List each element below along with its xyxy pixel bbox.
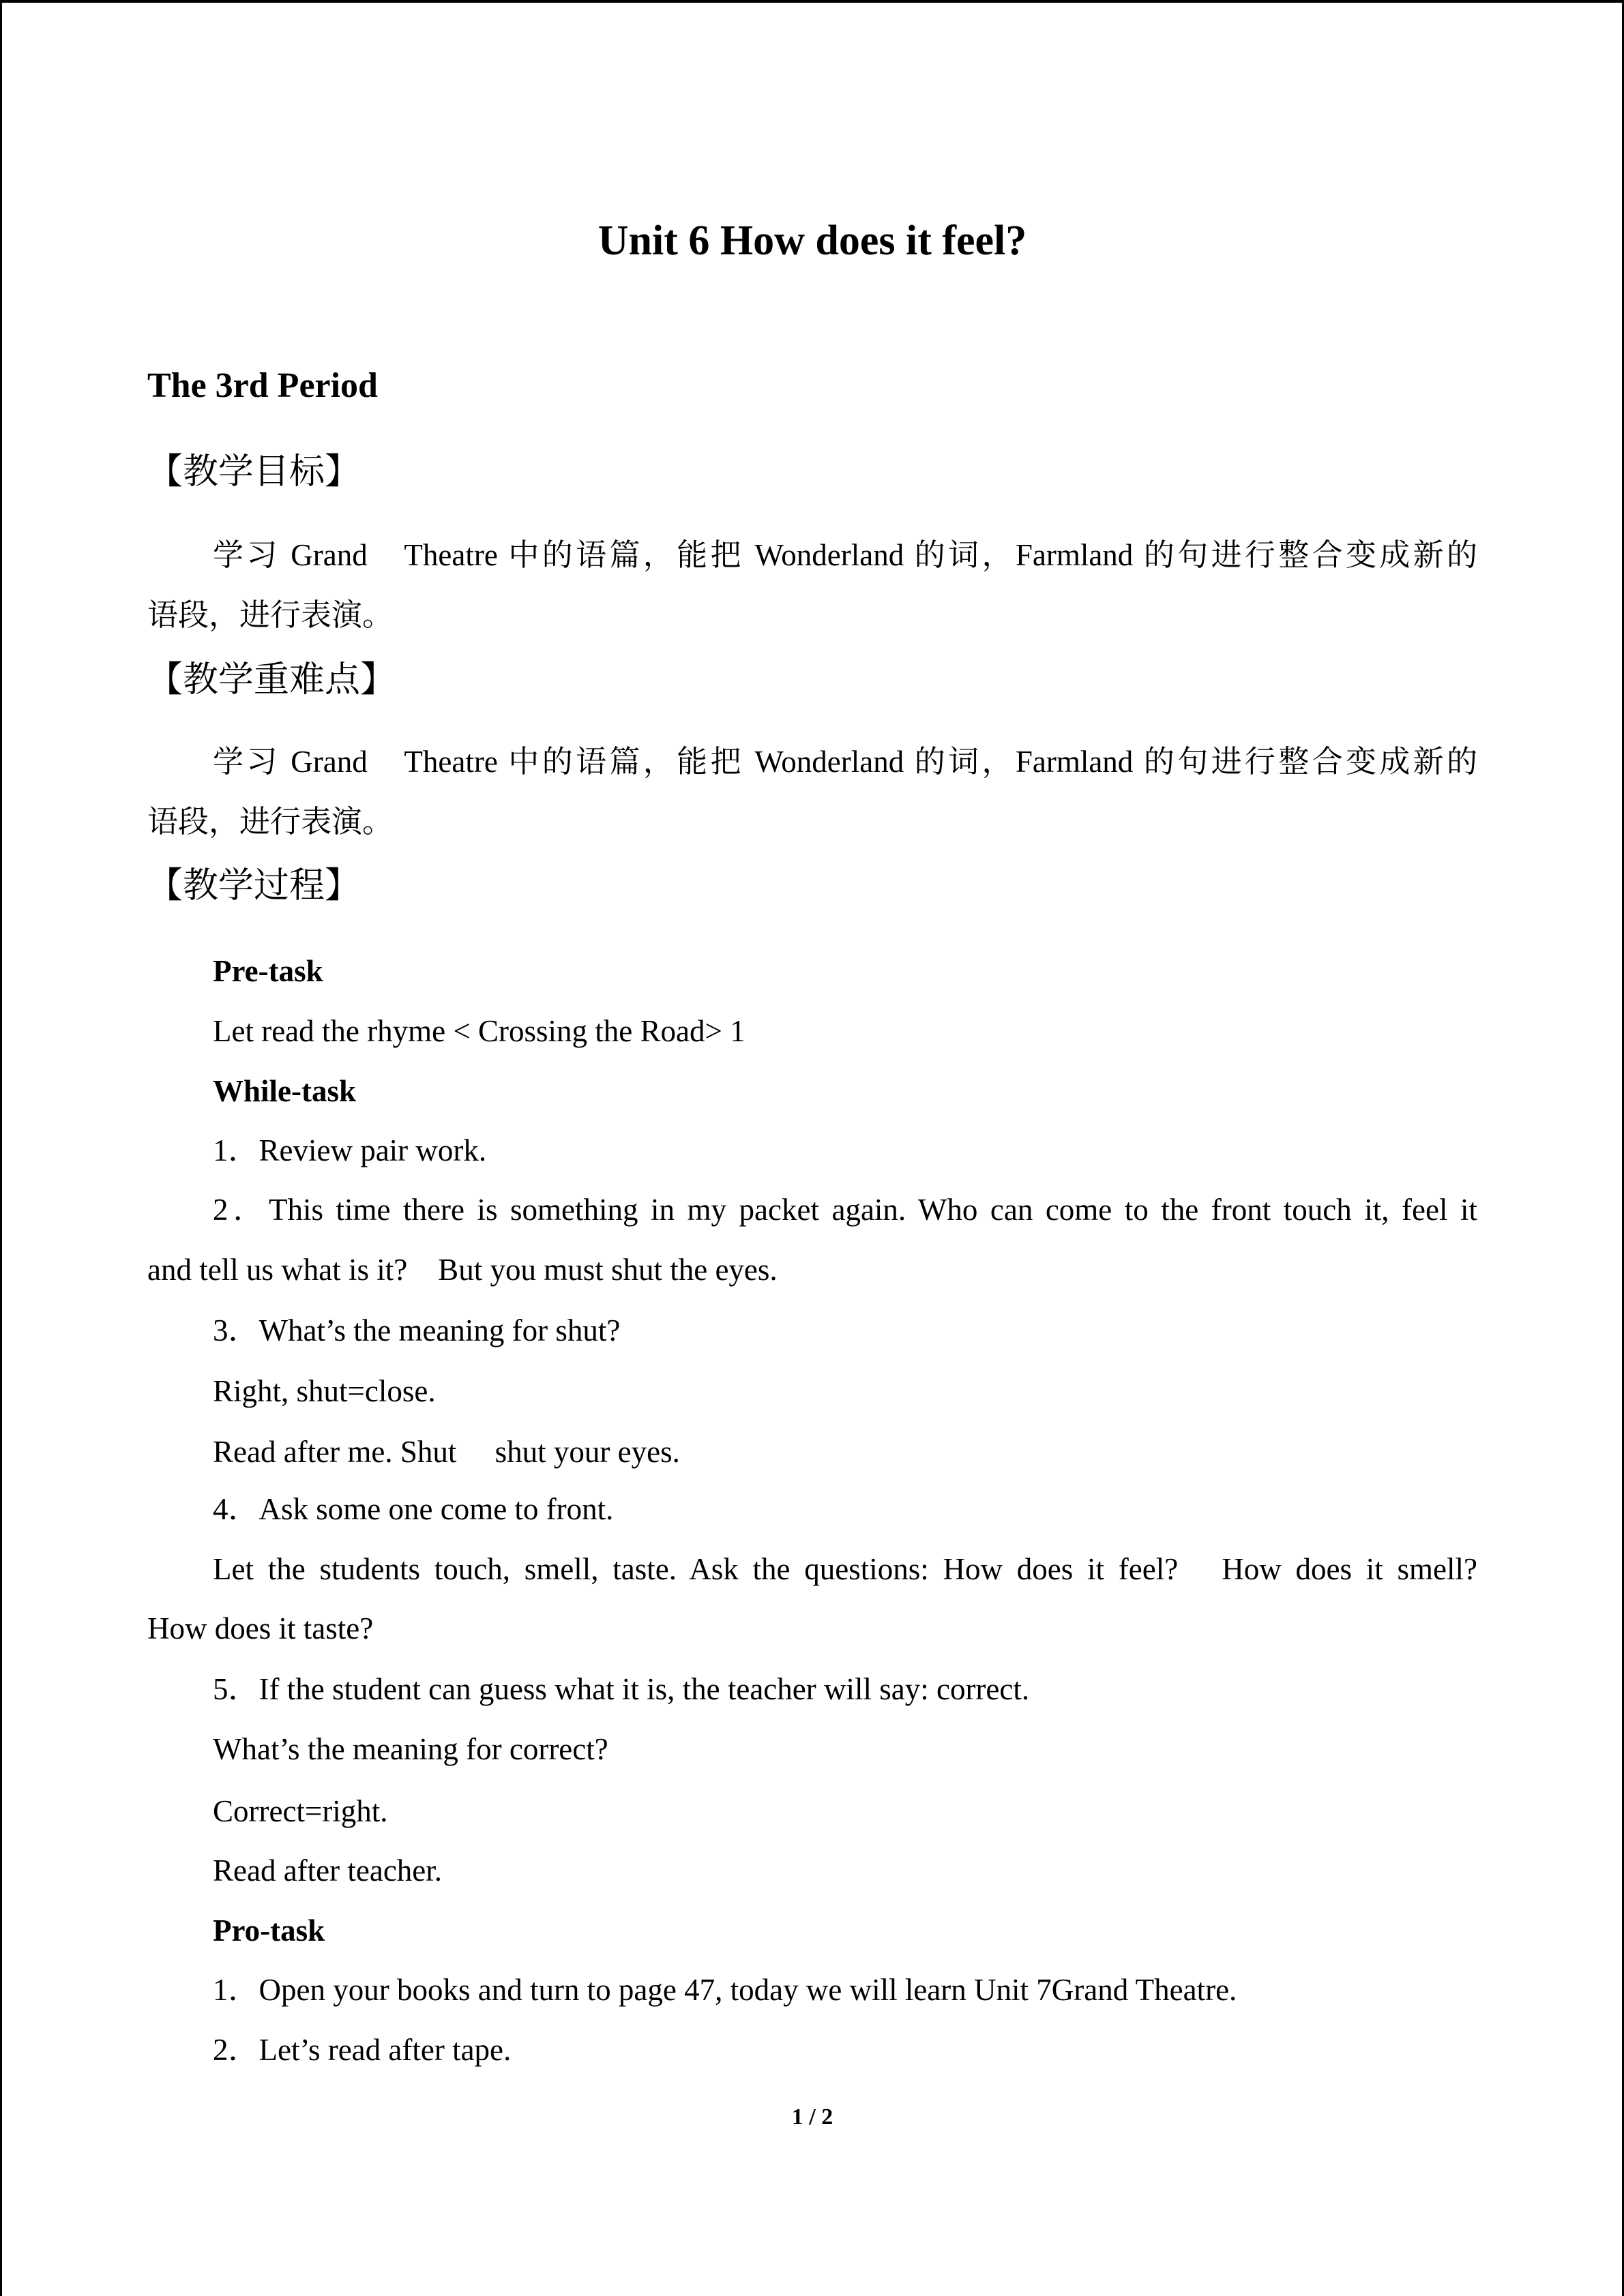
document-title: Unit 6 How does it feel? (597, 218, 1027, 264)
process-line: 1．Open your books and turn to page 47, today we will learn Unit 7Grand Theatre. (213, 1973, 1237, 2007)
process-line: 3．What’s the meaning for shut? (213, 1313, 621, 1347)
process-line: Right, shut=close. (213, 1374, 436, 1408)
process-line: and tell us what is it? But you must shut the eyes. (147, 1253, 778, 1287)
period-heading: The 3rd Period (147, 366, 378, 405)
process-line: 4．Ask some one come to front. (213, 1492, 614, 1526)
process-line: Read after teacher. (213, 1853, 443, 1888)
while-task-heading: While-task (213, 1074, 357, 1108)
process-line: Read after me. Shut shut your eyes. (213, 1435, 680, 1469)
process-line: What’s the meaning for correct? (213, 1732, 608, 1766)
page-left-border (0, 0, 2, 2296)
process-line: How does it taste? (147, 1611, 374, 1645)
process-line: Let the students touch, smell, taste. Ask the questions: How does it feel? How does it smell? (213, 1552, 1477, 1586)
process-line: 2．This time there is something in my packet again. Who can come to the front touch it, feel it (213, 1193, 1477, 1227)
goals-text-line-2: 语段，进行表演。 (147, 598, 394, 632)
page-number: 1 / 2 (791, 2104, 833, 2130)
key-points-text-line-2: 语段，进行表演。 (147, 805, 394, 839)
pre-task-heading: Pre-task (213, 954, 323, 988)
section-heading-goals: 【教学目标】 (147, 451, 361, 492)
key-points-text-line-1: 学习 Grand Theatre 中的语篇，能把 Wonderland 的词，Farmland 的句进行整合变成新的 (213, 745, 1477, 779)
section-heading-key-points: 【教学重难点】 (147, 659, 396, 700)
section-heading-process: 【教学过程】 (147, 865, 361, 906)
process-line: Let read the rhyme < Crossing the Road> 1 (213, 1014, 745, 1048)
process-line: Correct=right. (213, 1794, 388, 1828)
process-line: 1．Review pair work. (213, 1133, 487, 1167)
goals-text-line-1: 学习 Grand Theatre 中的语篇，能把 Wonderland 的词，Farmland 的句进行整合变成新的 (213, 538, 1477, 572)
page-top-border (0, 0, 1624, 3)
process-line: 5．If the student can guess what it is, the teacher will say: correct. (213, 1672, 1030, 1706)
pro-task-heading: Pro-task (213, 1913, 325, 1948)
process-line: 2．Let’s read after tape. (213, 2033, 512, 2067)
